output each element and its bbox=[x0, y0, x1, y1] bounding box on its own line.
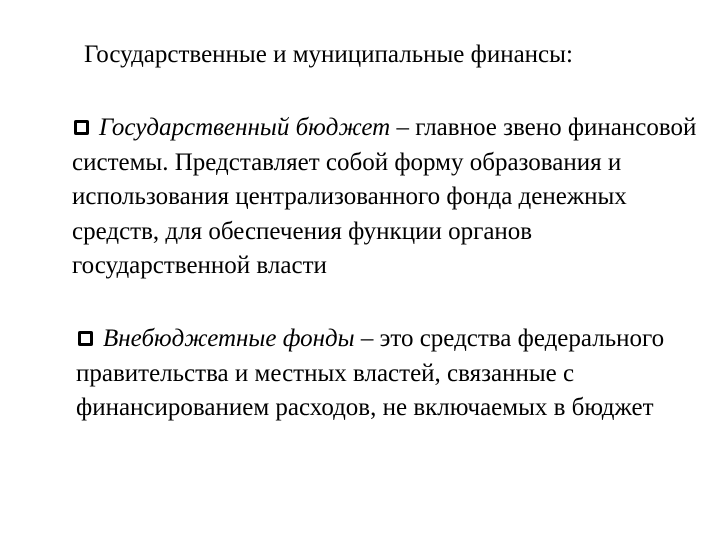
bullet-text: – это средства федерального правительства и местных властей, связанные с финансированием расходов, не включаемых в бюджет bbox=[76, 325, 665, 421]
bullet-state-budget bbox=[72, 111, 702, 284]
hollow-square-bullet-icon bbox=[78, 331, 93, 346]
bullet-term: Государственный бюджет bbox=[99, 114, 391, 141]
bullet-text: – главное звено финансовой системы. Представляет собой форму образования и использования централизованного фонда денежных средств, для обеспечения функции органов государственной власти bbox=[72, 114, 697, 279]
bullet-term: Внебюджетные фонды bbox=[103, 325, 355, 352]
hollow-square-bullet-icon bbox=[74, 120, 89, 135]
slide-title: Государственные и муниципальные финансы: bbox=[84, 41, 573, 68]
bullet-extrabudgetary-funds bbox=[76, 322, 696, 426]
